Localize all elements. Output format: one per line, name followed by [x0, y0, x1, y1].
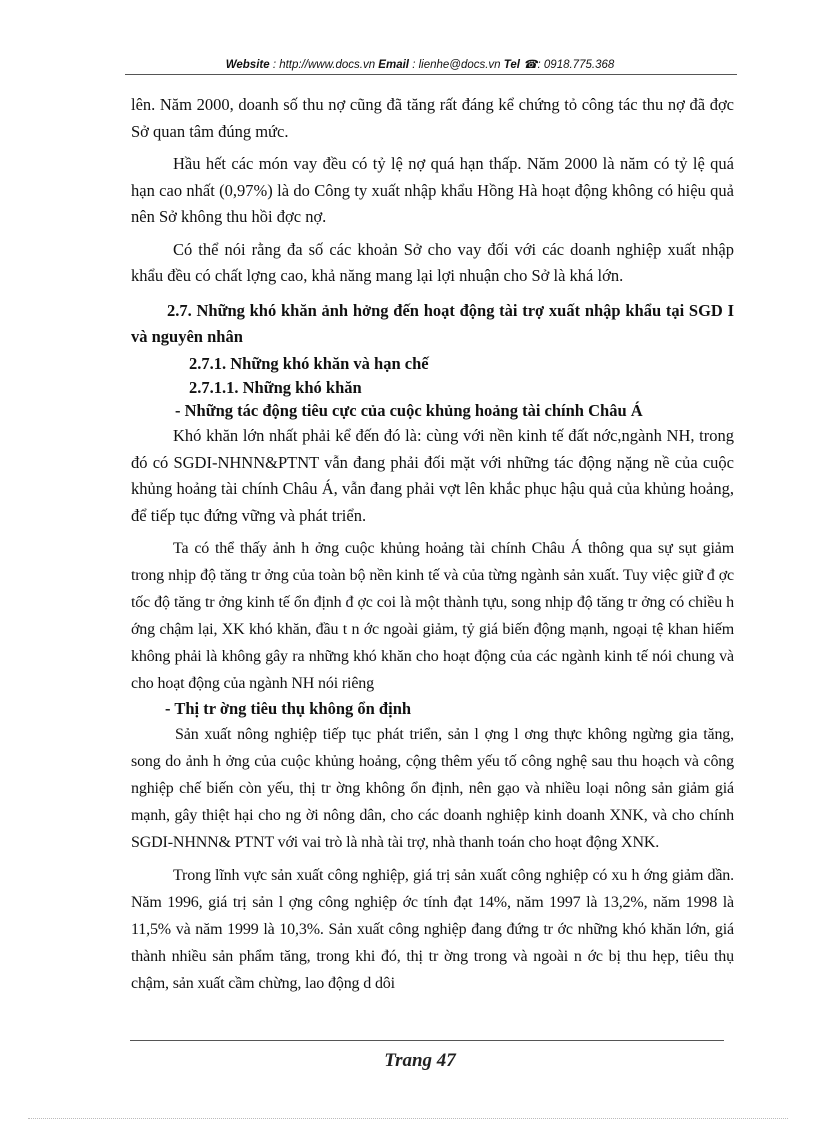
tel-label: Tel [503, 59, 520, 71]
paragraph-agriculture: Sản xuất nông nghiệp tiếp tục phát triển, sản l ợng l ơng thực không ngừng gia tăng, song do ảnh h ởng của cuộc khủng hoảng, cộng thêm yếu tố công nghệ sau thu hoạch và công nghiệp chế biến còn yếu, thị tr ờng không ổn định, nên gạo và nhiều loại nông sản giảm giá mạnh, gây thiệt hại cho ng ời nông dân, cho các doanh nghiệp kinh doanh XNK, và cho chính SGDI-NHNN& PTNT với vai trò là nhà tài trợ, nhà thanh toán cho hoạt động XNK. [131, 726, 734, 851]
tel-value: ☎: 0918.775.368 [523, 59, 615, 71]
paragraph-3: Có thể nói rằng đa số các khoản Sở cho vay đối với các doanh nghiệp xuất nhập khẩu đều có chất lợng cao, khả năng mang lại lợi nhuận cho Sở là khá lớn. [131, 239, 734, 285]
paragraph-1: lên. Năm 2000, doanh số thu nợ cũng đã tăng rất đáng kể chứng tỏ công tác thu nợ đã đợc Sở quan tâm đúng mức. [131, 95, 734, 141]
page-header [160, 57, 680, 71]
heading-2-7: 2.7. Những khó khăn ảnh hởng đến hoạt động tài trợ xuất nhập khẩu tại SGD I và nguyên nhân [131, 300, 734, 346]
subheading-market: - Thị tr ờng tiêu thụ không ổn định [165, 699, 412, 718]
subheading-asian-crisis: - Những tác động tiêu cực của cuộc khủng hoảng tài chính Châu Á [175, 401, 643, 420]
paragraph-2: Hầu hết các món vay đều có tỷ lệ nợ quá hạn thấp. Năm 2000 là năm có tỷ lệ quá hạn cao nhất (0,97%) là do Công ty xuất nhập khẩu Hồng Hà hoạt động không có hiệu quả nên Sở không thu hồi đợc nợ. [131, 154, 734, 226]
page-body [131, 92, 734, 997]
email-label: Email [378, 59, 409, 71]
footer-divider [130, 1040, 724, 1041]
website-label: Website [225, 59, 270, 71]
header-divider [125, 74, 737, 75]
page-edge-divider [28, 1118, 788, 1119]
website-value[interactable]: : http://www.docs.vn [272, 59, 376, 71]
paragraph-industry: Trong lĩnh vực sản xuất công nghiệp, giá trị sản xuất công nghiệp có xu h ớng giảm dần. Năm 1996, giá trị sản l ợng công nghiệp ớc tính đạt 14%, năm 1997 là 13,2%, năm 1998 là 11,5% và năm 1999 là 10,3%. Sản xuất công nghiệp đang đứng tr ớc những khó khăn lớn, giá thành nhiều sản phẩm tăng, trong khi đó, thị tr ờng trong và ngoài n ớc bị thu hẹp, tiêu thụ chậm, sản xuất cầm chừng, lao động d dôi [131, 867, 734, 992]
paragraph-crisis-impact: Ta có thể thấy ảnh h ởng cuộc khủng hoảng tài chính Châu Á thông qua sự sụt giảm trong nhịp độ tăng tr ởng của toàn bộ nền kinh tế và của từng ngành sản xuất. Tuy việc giữ đ ợc tốc độ tăng tr ởng kinh tế ổn định đ ợc coi là một thành tựu, song nhịp độ tăng tr ởng có chiều h ớng chậm lại, XK khó khăn, đầu t n ớc ngoài giảm, tỷ giá biến động mạnh, ngoại tệ khan hiếm không phải là không gây ra những khó khăn cho hoạt động của các ngành kinh tế nói chung và cho hoạt động của ngành NH nói riêng [131, 540, 734, 692]
heading-2-7-1: 2.7.1. Những khó khăn và hạn chế [189, 353, 429, 373]
email-value[interactable]: : lienhe@docs.vn [412, 59, 501, 71]
page-number: Trang 47 [384, 1050, 456, 1071]
heading-2-7-1-1: 2.7.1.1. Những khó khăn [189, 378, 362, 397]
paragraph-difficulties: Khó khăn lớn nhất phải kể đến đó là: cùng với nền kinh tế đất nớc,ngành NH, trong đó có SGDI-NHNN&PTNT vẫn đang phải đối mặt với những tác động nặng nề của cuộc khủng hoảng tài chính Châu Á, vẫn đang phải vợt lên khắc phục hậu quả của khủng hoảng, để tiếp tục đứng vững và phát triển. [131, 426, 734, 525]
